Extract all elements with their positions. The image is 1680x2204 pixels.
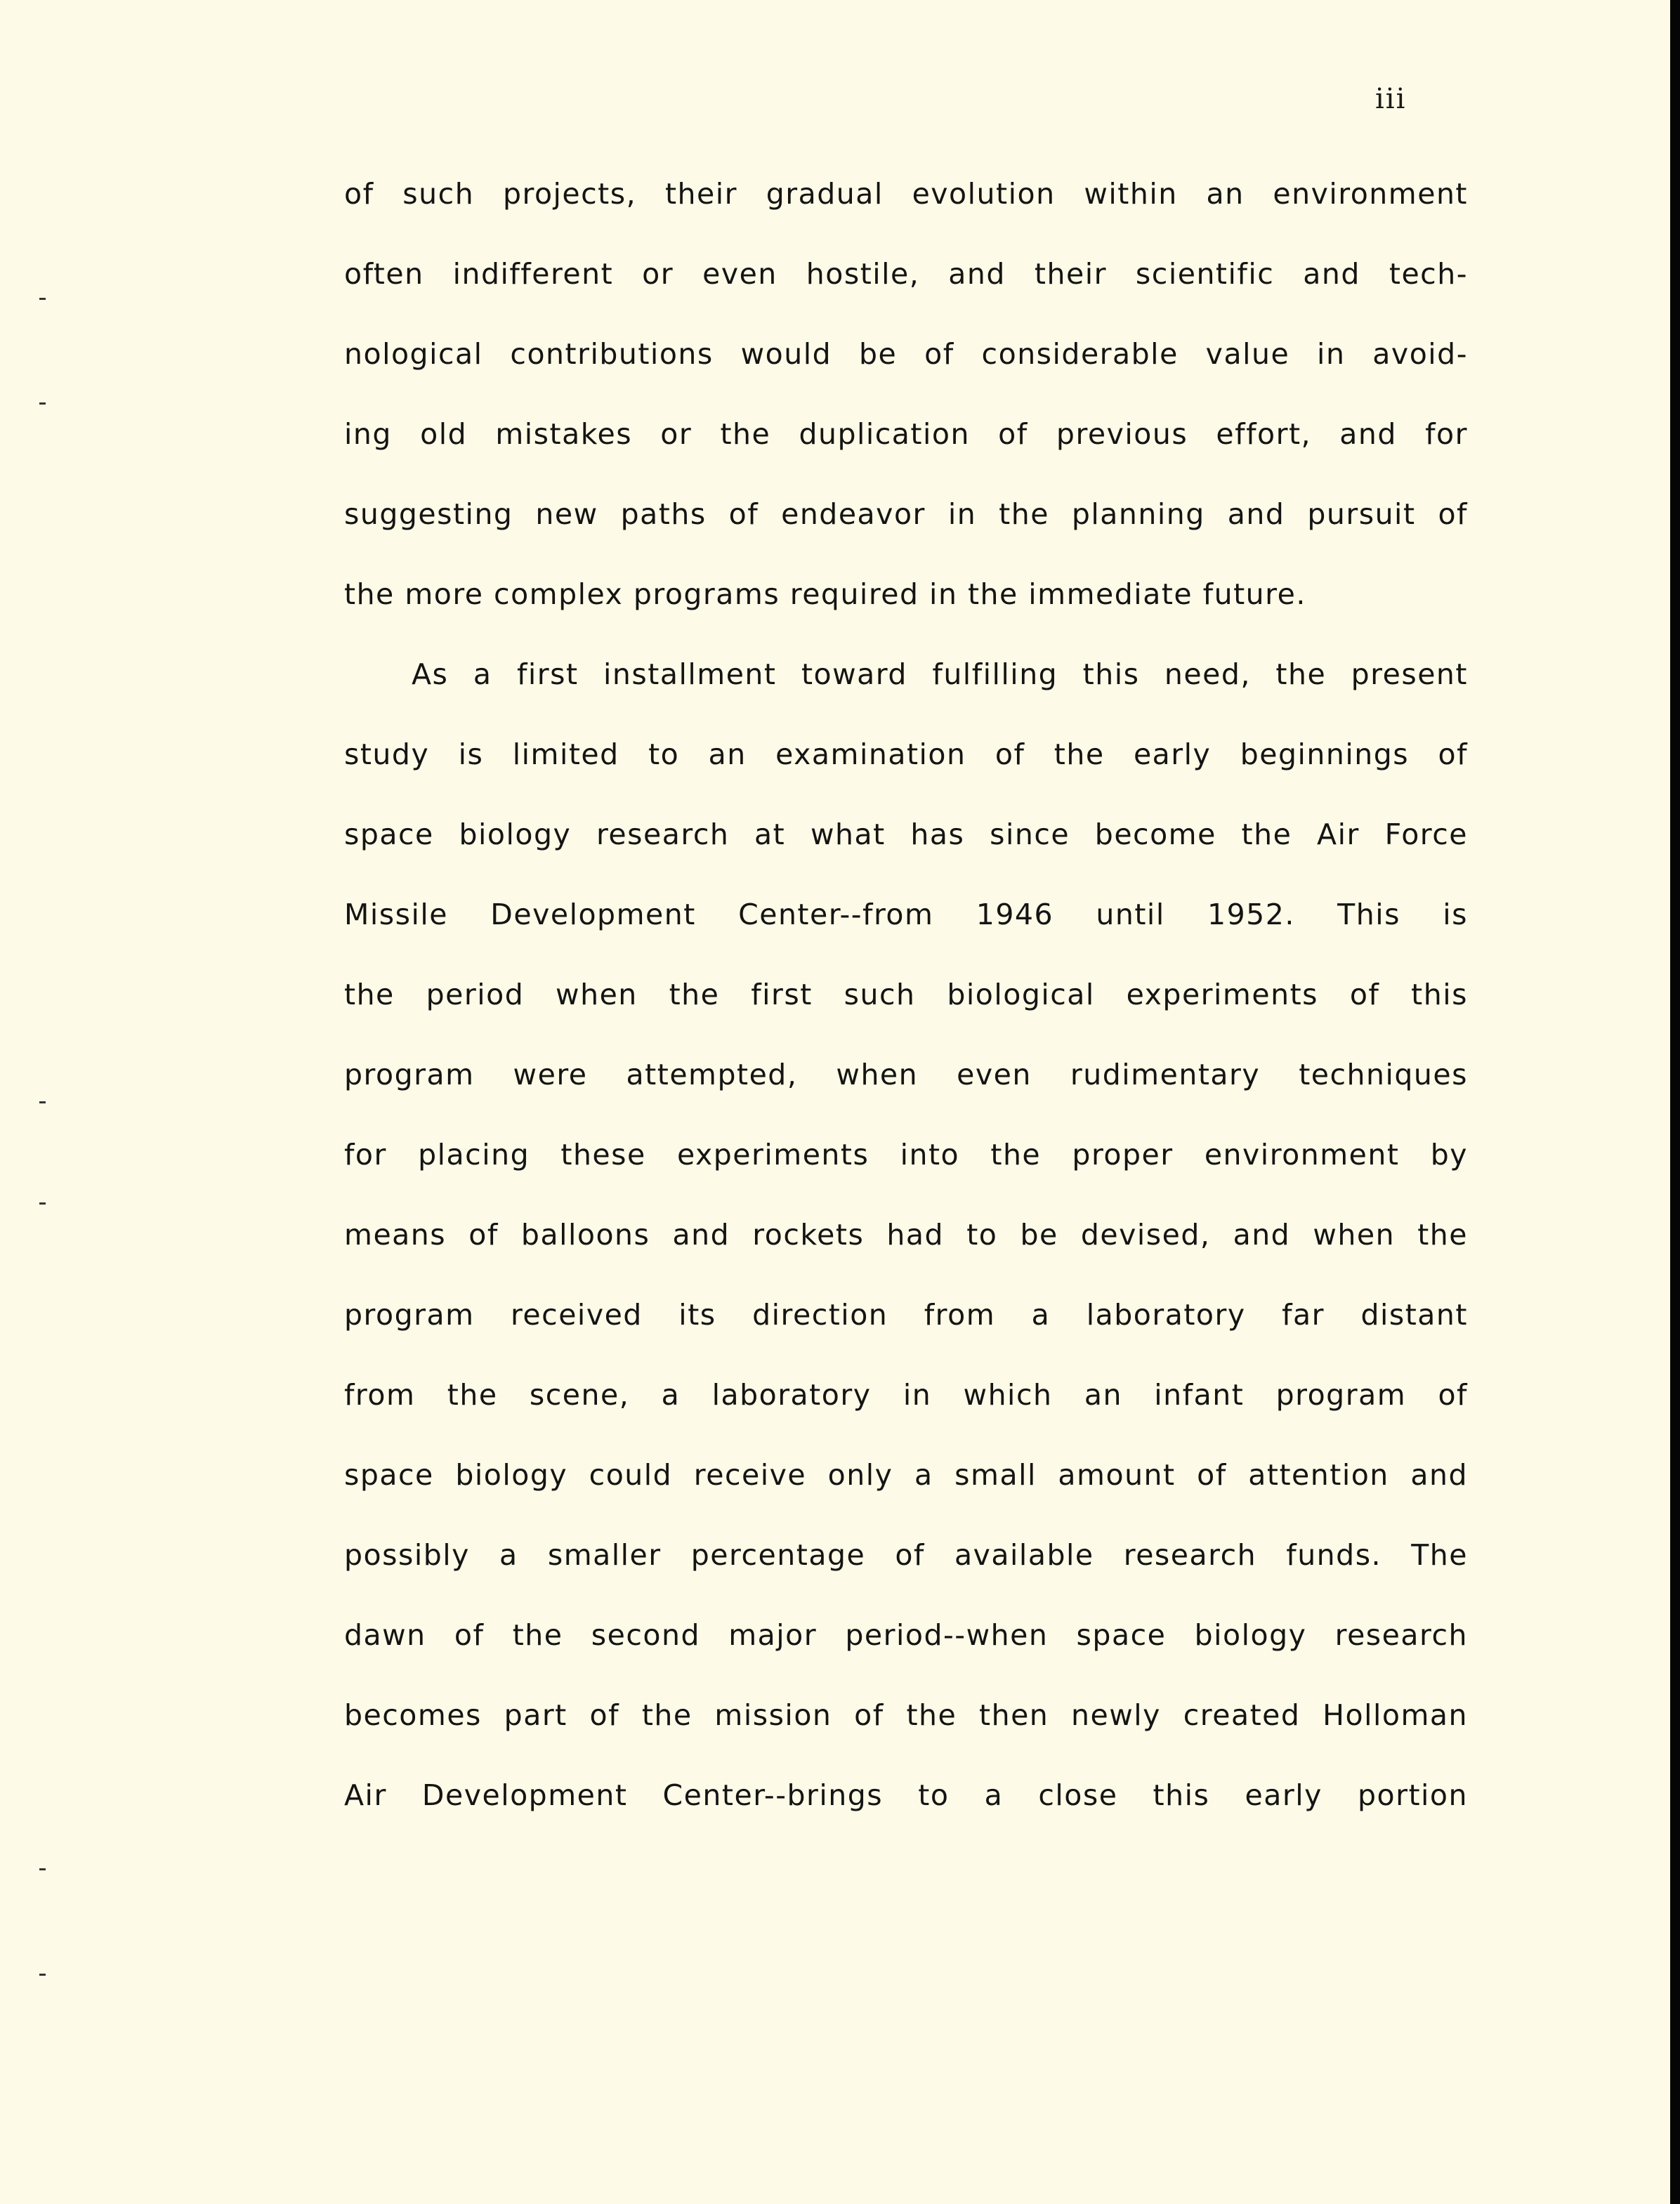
text-line: ing old mistakes or the duplication of previous effort, and for [344,417,1468,451]
text-line: suggesting new paths of endeavor in the planning and pursuit of [344,497,1468,531]
text-line: for placing these experiments into the proper environment by [344,1138,1468,1172]
text-line: the more complex programs required in the immediate future. [344,577,1306,611]
text-line: possibly a smaller percentage of available research funds. The [344,1538,1468,1572]
margin-mark [39,1101,46,1103]
text-line: As a first installment toward fulfilling this need, the present [412,657,1468,691]
margin-mark [39,402,46,405]
text-line: dawn of the second major period--when space biology research [344,1618,1468,1652]
margin-mark [39,1974,46,1976]
text-line: space biology could receive only a small amount of attention and [344,1458,1468,1492]
text-line: nological contributions would be of considerable value in avoid- [344,337,1468,371]
text-line: from the scene, a laboratory in which an infant program of [344,1378,1468,1412]
text-line: program received its direction from a laboratory far distant [344,1298,1468,1332]
margin-mark [39,1202,46,1205]
text-line: means of balloons and rockets had to be devised, and when the [344,1218,1468,1252]
scan-edge [1670,0,1680,2204]
text-line: becomes part of the mission of the then newly created Holloman [344,1698,1468,1732]
text-line: often indifferent or even hostile, and their scientific and tech- [344,257,1468,291]
text-line: Air Development Center--brings to a close this early portion [344,1778,1468,1812]
text-line: study is limited to an examination of the early beginnings of [344,737,1468,771]
margin-mark [39,298,46,300]
text-line: Missile Development Center--from 1946 until 1952. This is [344,898,1468,931]
text-line: the period when the first such biological experiments of this [344,978,1468,1011]
text-line: space biology research at what has since become the Air Force [344,818,1468,851]
margin-mark [39,1868,46,1870]
text-line: of such projects, their gradual evolution within an environment [344,177,1468,211]
page-number: iii [1375,83,1407,115]
text-line: program were attempted, when even rudimentary techniques [344,1058,1468,1091]
